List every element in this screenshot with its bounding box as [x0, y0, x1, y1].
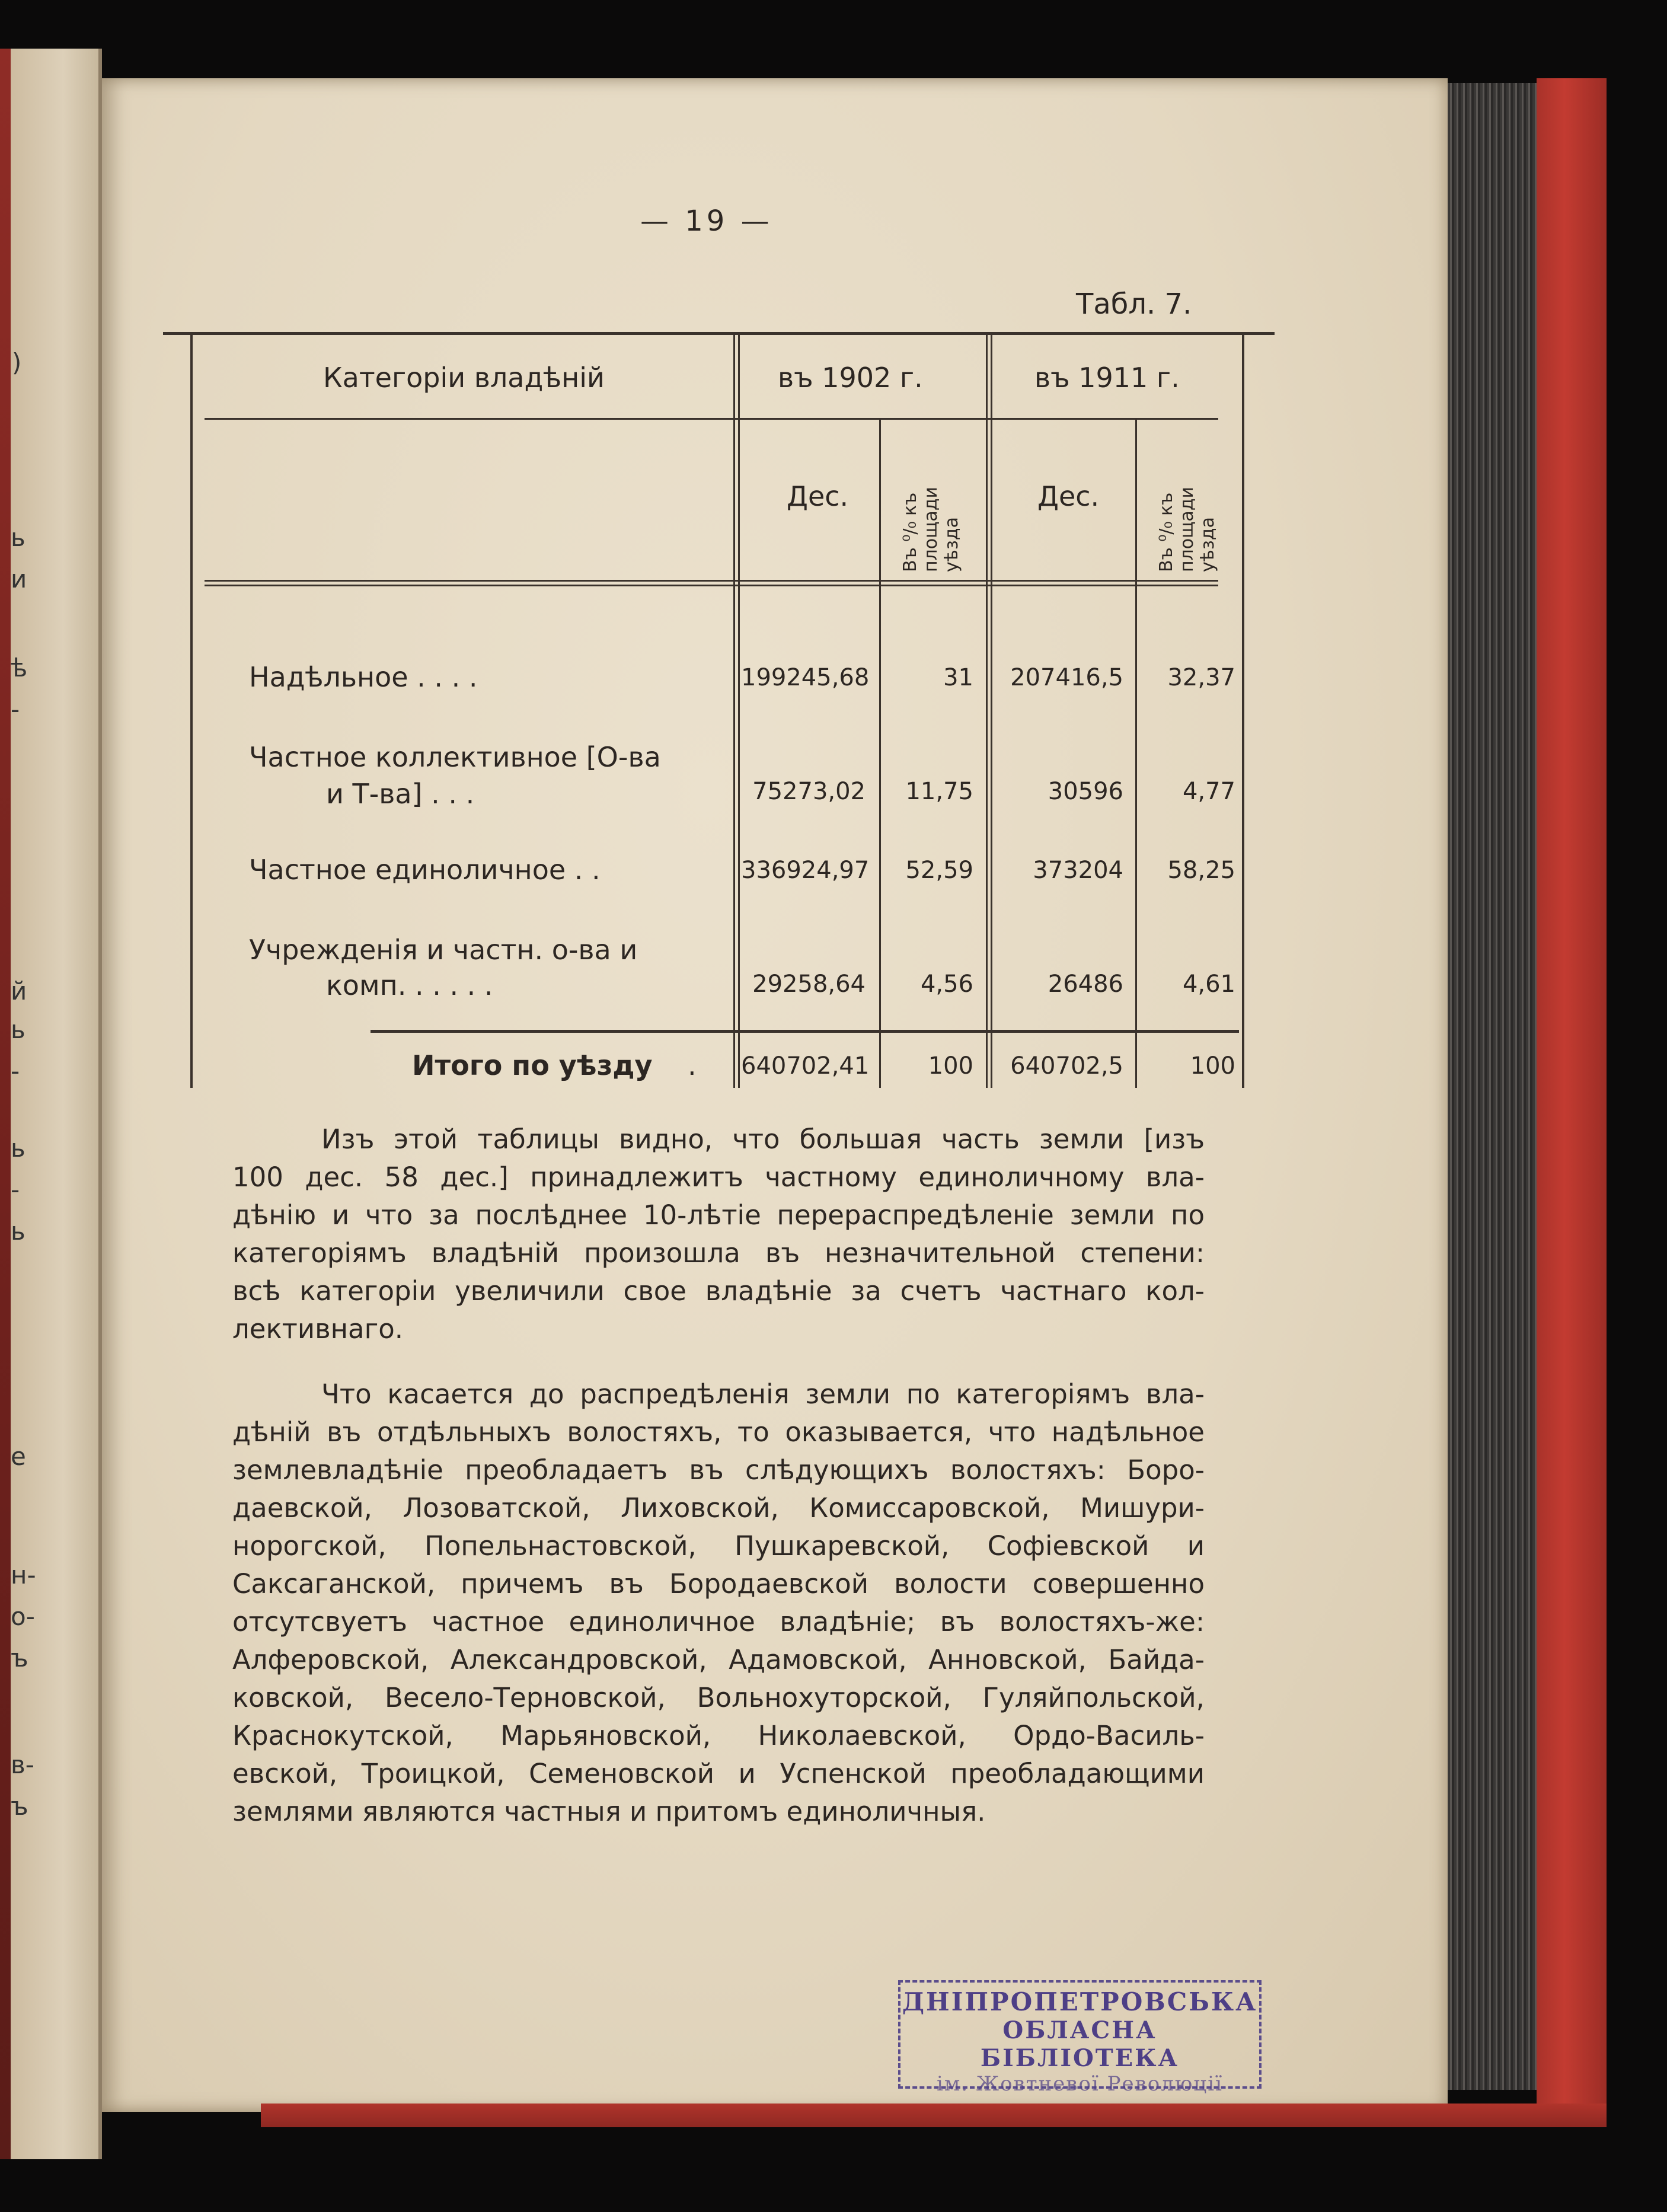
text-line: землевладѣніе преобладаетъ въ слѣдующихъ волостяхъ: Боро-	[232, 1454, 1205, 1486]
text-line: категоріямъ владѣній произошла въ незначительной степени:	[232, 1237, 1205, 1269]
left-fragment: н-	[11, 1560, 36, 1589]
text-line: даевской, Лозоватской, Лиховской, Комиссаровской, Мишури-	[232, 1492, 1205, 1524]
red-book-cover	[1537, 78, 1607, 2124]
left-fragment: е	[11, 1442, 26, 1471]
total-dot: .	[688, 1049, 697, 1081]
left-fragment: в-	[11, 1750, 34, 1779]
left-page-edge	[11, 49, 102, 2159]
header-des-1911: Дес.	[1037, 480, 1100, 512]
row-category: Надѣльное . . . .	[249, 661, 478, 693]
table-label: Табл. 7.	[1076, 288, 1192, 321]
text-line: лективнаго.	[232, 1313, 404, 1345]
total-label: Итого по уѣзду	[412, 1049, 653, 1081]
total-des-1911: 640702,5	[1010, 1052, 1123, 1080]
page-edges	[1448, 83, 1537, 2090]
row-des-1902: 75273,02	[752, 778, 866, 805]
left-fragment: о-	[11, 1602, 35, 1631]
text-line: Что касается до распредѣленія земли по категоріямъ вла-	[321, 1378, 1205, 1410]
row-des-1902: 336924,97	[741, 857, 870, 884]
page-number: — 19 —	[640, 205, 773, 238]
header-pct-1911	[1156, 487, 1218, 572]
text-line: отсутсвуетъ частное единоличное владѣніе; въ волостяхъ-же:	[232, 1606, 1205, 1638]
row-pct-1911: 4,61	[1182, 971, 1235, 998]
paragraph-volosts	[232, 1375, 1205, 1831]
row-category: Частное коллективное [О-ва	[249, 741, 661, 773]
left-fragment: ъ	[11, 1643, 28, 1672]
pct-label-line1: Въ ⁰/₀ къ	[1156, 492, 1177, 572]
pct-label-line2: площади	[1177, 486, 1197, 572]
table-top-rule	[163, 332, 1275, 335]
header-des-1902: Дес.	[787, 480, 849, 512]
text-line: евской, Троицкой, Семеновской и Успенской преобладающими	[232, 1758, 1205, 1789]
row-pct-1902: 4,56	[920, 971, 973, 998]
col-rule-years	[986, 332, 988, 1088]
land-ownership-table	[163, 332, 1275, 1088]
row-des-1911: 373204	[1033, 857, 1123, 884]
pct-label-line2: площади	[921, 486, 941, 572]
text-line: 100 дес. 58 дес.] принадлежитъ частному единоличному вла-	[232, 1161, 1205, 1193]
row-des-1911: 207416,5	[1010, 664, 1123, 691]
text-line: норогской, Попельнастовской, Пушкаревской, Софіевской и	[232, 1530, 1205, 1562]
stamp-line-3: ім. Жовтневої Революції	[936, 2072, 1224, 2096]
total-rule	[371, 1030, 1239, 1033]
row-des-1911: 30596	[1048, 778, 1123, 805]
table-left-rule	[190, 332, 193, 1088]
header-mid-rule	[205, 418, 1218, 420]
left-fragment: ь	[11, 1134, 25, 1163]
stamp-line-2: ОБЛАСНА БІБЛІОТЕКА	[980, 2016, 1180, 2072]
text-line: дѣній въ отдѣльныхъ волостяхъ, то оказывается, что надѣльное	[232, 1416, 1205, 1448]
left-fragment: ь	[11, 523, 25, 552]
stamp-line-1: ДНІПРОПЕТРОВСЬКА	[902, 1987, 1258, 2016]
pct-label-line1: Въ ⁰/₀ къ	[900, 492, 921, 572]
header-pct-1902	[900, 487, 962, 572]
left-fragment: й	[11, 976, 27, 1006]
library-stamp	[898, 1980, 1262, 2096]
text-line: всѣ категоріи увеличили свое владѣніе за счетъ частнаго кол-	[232, 1275, 1205, 1307]
total-des-1902: 640702,41	[741, 1052, 870, 1080]
left-fragment: и	[11, 564, 27, 593]
left-fragment: )	[12, 348, 22, 377]
text-line: Алферовской, Александровской, Адамовской, Анновской, Байда-	[232, 1644, 1205, 1675]
header-bottom-rule-2	[205, 585, 1218, 586]
col-rule-category	[733, 332, 735, 1088]
text-line: Краснокутской, Марьяновской, Николаевской, Ордо-Василь-	[232, 1720, 1205, 1751]
pct-label-line3: уѣзда	[941, 517, 962, 572]
text-line: дѣнію и что за послѣднее 10-лѣтіе перераспредѣленіе земли по	[232, 1199, 1205, 1231]
col-rule-years-double	[991, 332, 992, 1088]
total-pct-1902: 100	[928, 1052, 973, 1080]
row-des-1902: 29258,64	[752, 971, 866, 998]
header-bottom-rule-1	[205, 580, 1218, 582]
table-right-rule	[1242, 332, 1244, 1088]
row-pct-1911: 4,77	[1182, 778, 1235, 805]
row-category: Учрежденія и частн. о-ва и	[249, 934, 638, 966]
row-category-cont: комп. . . . . .	[326, 969, 493, 1001]
row-des-1911: 26486	[1048, 971, 1123, 998]
row-category-cont: и Т-ва] . . .	[326, 778, 475, 810]
pct-label-line3: уѣзда	[1197, 517, 1218, 572]
text-line: Изъ этой таблицы видно, что большая часть земли [изъ	[321, 1123, 1205, 1155]
header-category: Категоріи владѣній	[323, 362, 605, 394]
col-rule-1911-pct	[1135, 420, 1137, 1088]
row-pct-1911: 58,25	[1167, 857, 1235, 884]
header-year-1911: въ 1911 г.	[1034, 362, 1180, 394]
row-pct-1911: 32,37	[1167, 664, 1235, 691]
text-line: Саксаганской, причемъ въ Бородаевской волости совершенно	[232, 1568, 1205, 1600]
col-rule-1902-pct	[879, 420, 881, 1088]
header-year-1902: въ 1902 г.	[778, 362, 923, 394]
red-book-cover-bottom	[261, 2104, 1607, 2127]
left-fragment: ь	[11, 1217, 25, 1246]
left-fragment: ъ	[11, 1792, 28, 1821]
row-category: Частное единоличное . .	[249, 854, 601, 886]
col-rule-category-double	[738, 332, 740, 1088]
text-line: землями являются частныя и притомъ единоличныя.	[232, 1796, 986, 1827]
row-pct-1902: 52,59	[905, 857, 973, 884]
left-book-spine	[0, 49, 11, 2159]
left-fragment: ѣ	[11, 653, 28, 682]
left-fragment: -	[11, 1175, 20, 1204]
row-pct-1902: 11,75	[905, 778, 973, 805]
text-line: ковской, Весело-Терновской, Вольнохуторской, Гуляйпольской,	[232, 1682, 1205, 1713]
total-pct-1911: 100	[1190, 1052, 1235, 1080]
row-pct-1902: 31	[943, 664, 973, 691]
paragraph-table-summary	[232, 1121, 1205, 1348]
left-fragment: -	[11, 1056, 20, 1086]
row-des-1902: 199245,68	[741, 664, 870, 691]
left-fragment: -	[11, 695, 20, 724]
left-fragment: ь	[11, 1015, 25, 1044]
